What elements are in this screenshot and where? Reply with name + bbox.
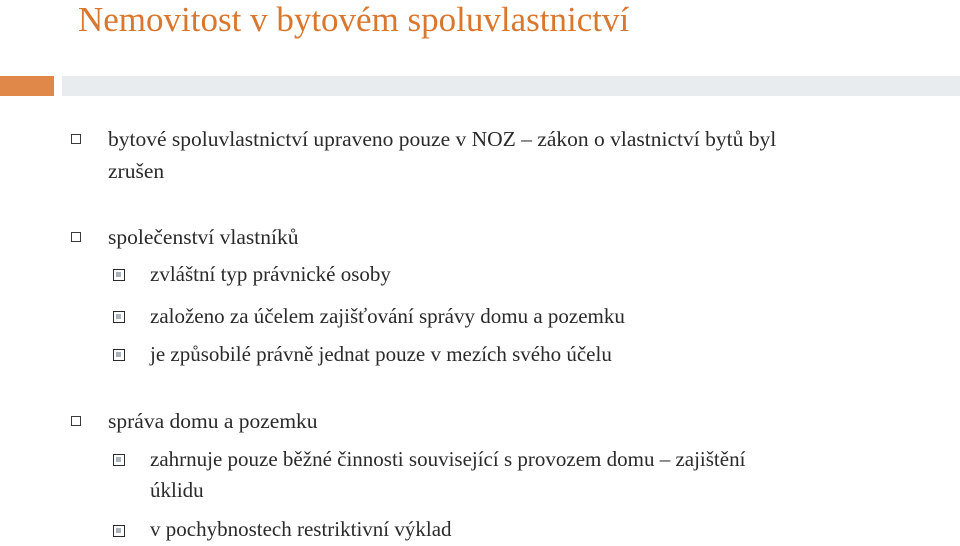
subitem-line: založeno za účelem zajišťování správy domu a pozemku — [150, 304, 625, 328]
accent-bar — [0, 76, 54, 96]
bullet-1-line-2: zrušen — [108, 159, 165, 183]
hollow-square-bullet-icon — [71, 232, 81, 242]
filled-square-bullet-icon — [113, 269, 125, 281]
subitem-line-2: úklidu — [150, 478, 204, 502]
slide-title: Nemovitost v bytovém spoluvlastnictví — [78, 0, 630, 39]
bullet-1-line-1: bytové spoluvlastnictví upraveno pouze v NOZ – zákon o vlastnictví bytů byl — [108, 127, 777, 151]
bullet-2 — [108, 221, 299, 253]
bullet-2-subitem-3 — [150, 339, 612, 370]
bullet-3-subitem-2 — [150, 514, 452, 545]
bullet-2-line-1: společenství vlastníků — [108, 225, 299, 249]
filled-square-bullet-icon — [113, 311, 125, 323]
bullet-1 — [108, 123, 776, 187]
hollow-square-bullet-icon — [71, 416, 81, 426]
subitem-line: je způsobilé právně jednat pouze v mezích svého účelu — [150, 342, 612, 366]
bullet-2-subitem-2 — [150, 301, 625, 332]
filled-square-bullet-icon — [113, 454, 125, 466]
filled-square-bullet-icon — [113, 525, 125, 537]
subitem-line-1: zahrnuje pouze běžné činnosti související s provozem domu – zajištění — [150, 447, 746, 471]
bullet-3-line-1: správa domu a pozemku — [108, 409, 318, 433]
subitem-line: zvláštní typ právnické osoby — [150, 262, 391, 286]
bullet-2-subitem-1 — [150, 259, 391, 290]
header-divider-bar — [62, 76, 960, 96]
bullet-3-subitem-1 — [150, 444, 745, 506]
filled-square-bullet-icon — [113, 349, 125, 361]
hollow-square-bullet-icon — [71, 134, 81, 144]
subitem-line: v pochybnostech restriktivní výklad — [150, 517, 452, 541]
bullet-3 — [108, 405, 318, 437]
